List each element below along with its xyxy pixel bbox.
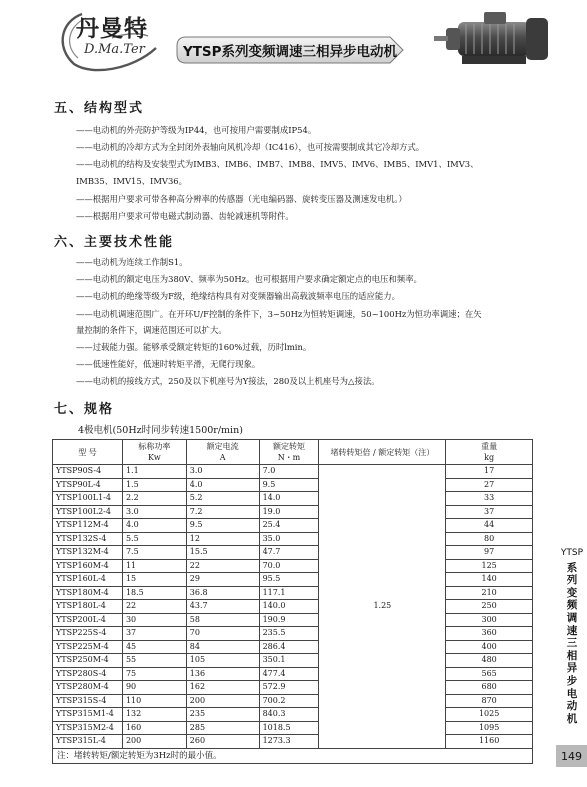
cell-weight: 27 [446, 478, 533, 492]
table-row [53, 735, 533, 749]
performance-line: ——电动机的额定电压为380V、频率为50Hz。也可根据用户要求确定额定点的电压和频率。 [76, 274, 422, 284]
cell-model: YTSP132S-4 [53, 532, 123, 546]
table-row [53, 667, 533, 681]
cell-current: 235 [186, 708, 259, 722]
cell-current: 43.7 [186, 600, 259, 614]
cell-torque: 7.0 [259, 465, 319, 479]
cell-torque: 235.5 [259, 627, 319, 641]
cell-power: 110 [122, 694, 186, 708]
logo-text: 丹曼特 [76, 16, 148, 42]
structure-line: IMB35、IMV15、IMV36。 [76, 176, 187, 186]
cell-torque: 700.2 [259, 694, 319, 708]
cell-current: 5.2 [186, 492, 259, 506]
cell-current: 136 [186, 667, 259, 681]
cell-model: YTSP90S-4 [53, 465, 123, 479]
cell-power: 11 [122, 559, 186, 573]
performance-line: ——电动机的接线方式，250及以下机座号为Y接法，280及以上机座号为△接法。 [76, 376, 380, 386]
cell-current: 4.0 [186, 478, 259, 492]
side-series-label [560, 547, 584, 725]
cell-model: YTSP180M-4 [53, 586, 123, 600]
performance-line: ——电动机的绝缘等级为F级，绝缘结构具有对变频器输出高载波频率电压的适应能力。 [76, 291, 401, 301]
side-label-char: 系 [566, 561, 578, 574]
performance-line: ——电动机为连续工作制S1。 [76, 257, 188, 267]
side-label-char: 步 [566, 674, 578, 687]
cell-current: 260 [186, 735, 259, 749]
side-label-char: 机 [566, 712, 578, 725]
cell-power: 15 [122, 573, 186, 587]
table-row [53, 559, 533, 573]
cell-current: 285 [186, 721, 259, 735]
cell-power: 3.0 [122, 505, 186, 519]
cell-power: 1.5 [122, 478, 186, 492]
cell-weight: 870 [446, 694, 533, 708]
cell-power: 7.5 [122, 546, 186, 560]
structure-line: ——电动机的外壳防护等级为IP44，也可按用户需要制成IP54。 [76, 125, 317, 135]
cell-model: YTSP160L-4 [53, 573, 123, 587]
cell-current: 105 [186, 654, 259, 668]
cell-power: 160 [122, 721, 186, 735]
cell-current: 22 [186, 559, 259, 573]
page-title: YTSP系列变频调速三相异步电动机 [182, 44, 398, 60]
cell-torque: 477.4 [259, 667, 319, 681]
side-label-char: 相 [566, 649, 578, 662]
table-row [53, 654, 533, 668]
col-header-weight: 重量 kg [446, 440, 533, 465]
cell-weight: 210 [446, 586, 533, 600]
cell-power: 75 [122, 667, 186, 681]
cell-torque: 70.0 [259, 559, 319, 573]
cell-power: 37 [122, 627, 186, 641]
cell-model: YTSP200L-4 [53, 613, 123, 627]
cell-weight: 300 [446, 613, 533, 627]
cell-weight: 1025 [446, 708, 533, 722]
cell-model: YTSP225S-4 [53, 627, 123, 641]
cell-current: 3.0 [186, 465, 259, 479]
col-header-ratio: 堵转转矩倍 / 额定转矩（注） [319, 440, 446, 465]
cell-torque: 190.9 [259, 613, 319, 627]
side-label-char: 电 [566, 687, 578, 700]
cell-torque: 840.3 [259, 708, 319, 722]
cell-power: 22 [122, 600, 186, 614]
table-row [53, 681, 533, 695]
cell-ratio: 1.25 [319, 465, 446, 749]
side-label-char: 三 [566, 637, 578, 650]
cell-torque: 19.0 [259, 505, 319, 519]
side-label-char: 异 [566, 662, 578, 675]
cell-torque: 140.0 [259, 600, 319, 614]
table-row [53, 465, 533, 479]
table-row [53, 600, 533, 614]
performance-line: ——电动机调速范围广。在开环U/F控制的条件下，3~50Hz为恒转矩调速，50~100Hz为恒功率调速；在矢 [76, 309, 482, 319]
cell-weight: 44 [446, 519, 533, 533]
side-label-char: 列 [566, 574, 578, 587]
cell-current: 12 [186, 532, 259, 546]
side-label-char: 速 [566, 624, 578, 637]
cell-current: 84 [186, 640, 259, 654]
cell-model: YTSP280M-4 [53, 681, 123, 695]
cell-current: 58 [186, 613, 259, 627]
cell-torque: 1018.5 [259, 721, 319, 735]
cell-weight: 400 [446, 640, 533, 654]
cell-torque: 350.1 [259, 654, 319, 668]
brand-logo [52, 8, 168, 74]
table-row [53, 640, 533, 654]
cell-current: 200 [186, 694, 259, 708]
cell-torque: 572.9 [259, 681, 319, 695]
table-row [53, 573, 533, 587]
table-note: 注：堵转转矩/额定转矩为3Hz时的最小值。 [53, 748, 533, 763]
cell-current: 29 [186, 573, 259, 587]
col-header-current: 额定电流 A [186, 440, 259, 465]
cell-model: YTSP225M-4 [53, 640, 123, 654]
cell-model: YTSP132M-4 [53, 546, 123, 560]
cell-power: 55 [122, 654, 186, 668]
structure-line: ——电动机的结构及安装型式为IMB3、IMB6、IMB7、IMB8、IMV5、IMV6、IMB5、IMV1、IMV3、 [76, 159, 479, 169]
cell-torque: 47.7 [259, 546, 319, 560]
cell-model: YTSP280S-4 [53, 667, 123, 681]
side-label-char: 频 [566, 599, 578, 612]
col-header-power: 标称功率 Kw [122, 440, 186, 465]
spec-subtitle: 4极电机(50Hz时同步转速1500r/min) [78, 425, 243, 436]
cell-weight: 17 [446, 465, 533, 479]
cell-weight: 80 [446, 532, 533, 546]
cell-weight: 125 [446, 559, 533, 573]
page-header [0, 0, 587, 82]
cell-torque: 25.4 [259, 519, 319, 533]
table-row [53, 532, 533, 546]
structure-line: ——电动机的冷却方式为全封闭外表轴向风机冷却（IC416），也可按需要制成其它冷却方式。 [76, 142, 425, 152]
col-header-torque: 额定转矩 N・m [259, 440, 319, 465]
section-heading-specs: 七、规格 [54, 402, 115, 417]
side-label-top: YTSP [560, 548, 584, 558]
cell-power: 5.5 [122, 532, 186, 546]
side-label-char: 变 [566, 586, 578, 599]
cell-torque: 9.5 [259, 478, 319, 492]
cell-power: 45 [122, 640, 186, 654]
section-heading-structure: 五、结构型式 [54, 101, 145, 116]
cell-weight: 680 [446, 681, 533, 695]
cell-current: 70 [186, 627, 259, 641]
spec-table [52, 439, 533, 764]
cell-power: 132 [122, 708, 186, 722]
cell-power: 90 [122, 681, 186, 695]
cell-model: YTSP250M-4 [53, 654, 123, 668]
cell-power: 18.5 [122, 586, 186, 600]
cell-torque: 286.4 [259, 640, 319, 654]
cell-weight: 97 [446, 546, 533, 560]
cell-model: YTSP100L1-4 [53, 492, 123, 506]
cell-weight: 140 [446, 573, 533, 587]
cell-power: 1.1 [122, 465, 186, 479]
table-note-row [53, 748, 533, 763]
cell-weight: 480 [446, 654, 533, 668]
cell-power: 30 [122, 613, 186, 627]
table-row [53, 627, 533, 641]
section-heading-performance: 六、主要技术性能 [54, 235, 175, 250]
performance-line: ——过载能力强。能够承受额定转矩的160%过载，历时lmin。 [76, 342, 312, 352]
side-label-char: 调 [566, 611, 578, 624]
cell-current: 15.5 [186, 546, 259, 560]
performance-line: ——低速性能好，低速时转矩平滑，无爬行现象。 [76, 359, 261, 369]
title-banner [176, 36, 404, 64]
cell-power: 4.0 [122, 519, 186, 533]
cell-model: YTSP112M-4 [53, 519, 123, 533]
cell-model: YTSP315S-4 [53, 694, 123, 708]
cell-weight: 33 [446, 492, 533, 506]
cell-current: 7.2 [186, 505, 259, 519]
cell-weight: 1095 [446, 721, 533, 735]
table-row [53, 546, 533, 560]
cell-model: YTSP100L2-4 [53, 505, 123, 519]
cell-weight: 360 [446, 627, 533, 641]
cell-weight: 250 [446, 600, 533, 614]
page-number: 149 [556, 745, 587, 767]
table-row [53, 613, 533, 627]
cell-model: YTSP180L-4 [53, 600, 123, 614]
cell-model: YTSP315L-4 [53, 735, 123, 749]
logo-subtext: D.Ma.Ter [84, 42, 145, 57]
col-header-model: 型 号 [53, 440, 123, 465]
cell-model: YTSP160M-4 [53, 559, 123, 573]
cell-torque: 14.0 [259, 492, 319, 506]
motor-icon [428, 8, 558, 74]
cell-torque: 117.1 [259, 586, 319, 600]
cell-torque: 1273.3 [259, 735, 319, 749]
cell-weight: 565 [446, 667, 533, 681]
performance-line: 量控制的条件下，调速范围还可以扩大。 [76, 325, 227, 335]
cell-current: 36.8 [186, 586, 259, 600]
cell-current: 9.5 [186, 519, 259, 533]
cell-torque: 95.5 [259, 573, 319, 587]
table-row [53, 694, 533, 708]
cell-model: YTSP315M2-4 [53, 721, 123, 735]
table-row [53, 492, 533, 506]
structure-line: ——根据用户要求可带电磁式制动器、齿轮减速机等附件。 [76, 211, 294, 221]
table-row [53, 586, 533, 600]
cell-current: 162 [186, 681, 259, 695]
table-row [53, 505, 533, 519]
cell-weight: 1160 [446, 735, 533, 749]
table-row [53, 519, 533, 533]
side-label-char: 动 [566, 700, 578, 713]
cell-power: 200 [122, 735, 186, 749]
table-row [53, 478, 533, 492]
table-row [53, 721, 533, 735]
table-row [53, 708, 533, 722]
structure-line: ——根据用户要求可带各种高分辨率的传感器（光电编码器、旋转变压器及测速发电机。） [76, 194, 407, 204]
cell-weight: 37 [446, 505, 533, 519]
table-header-row [53, 440, 533, 465]
cell-torque: 35.0 [259, 532, 319, 546]
cell-model: YTSP315M1-4 [53, 708, 123, 722]
cell-power: 2.2 [122, 492, 186, 506]
cell-model: YTSP90L-4 [53, 478, 123, 492]
